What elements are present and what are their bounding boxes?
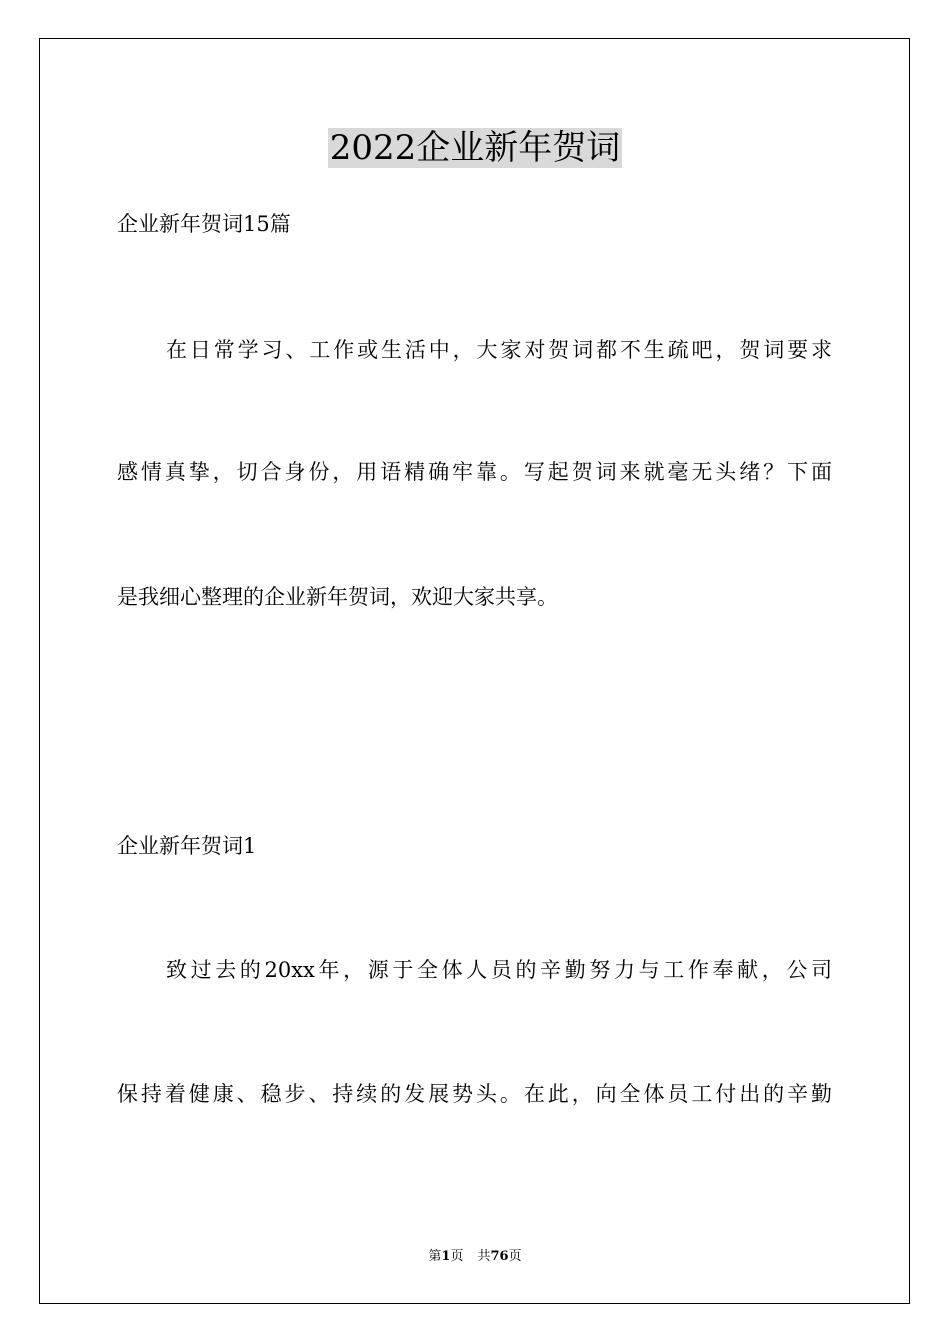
total-prefix: 共 (477, 1249, 491, 1264)
total-pages: 76 (490, 1249, 509, 1264)
document-subtitle: 企业新年贺词15篇 (117, 212, 291, 236)
section-heading: 企业新年贺词1 (117, 834, 257, 858)
page-suffix: 页 (450, 1249, 464, 1264)
paragraph-line: 在日常学习、工作或生活中，大家对贺词都不生疏吧，贺词要求 (166, 338, 832, 362)
paragraph-line: 致过去的20xx年，源于全体人员的辛勤努力与工作奉献，公司 (166, 958, 832, 982)
page-number: 1 (441, 1249, 451, 1264)
paragraph-line: 是我细心整理的企业新年贺词，欢迎大家共享。 (117, 585, 558, 609)
paragraph-line: 保持着健康、稳步、持续的发展势头。在此，向全体员工付出的辛勤 (117, 1082, 832, 1106)
page-prefix: 第 (428, 1249, 442, 1264)
paragraph-line: 感情真挚，切合身份，用语精确牢靠。写起贺词来就毫无头绪？下面 (117, 460, 832, 484)
total-suffix: 页 (508, 1249, 522, 1264)
document-title: 2022企业新年贺词 (329, 128, 621, 168)
title-container (0, 128, 950, 168)
page-footer (0, 1248, 950, 1266)
